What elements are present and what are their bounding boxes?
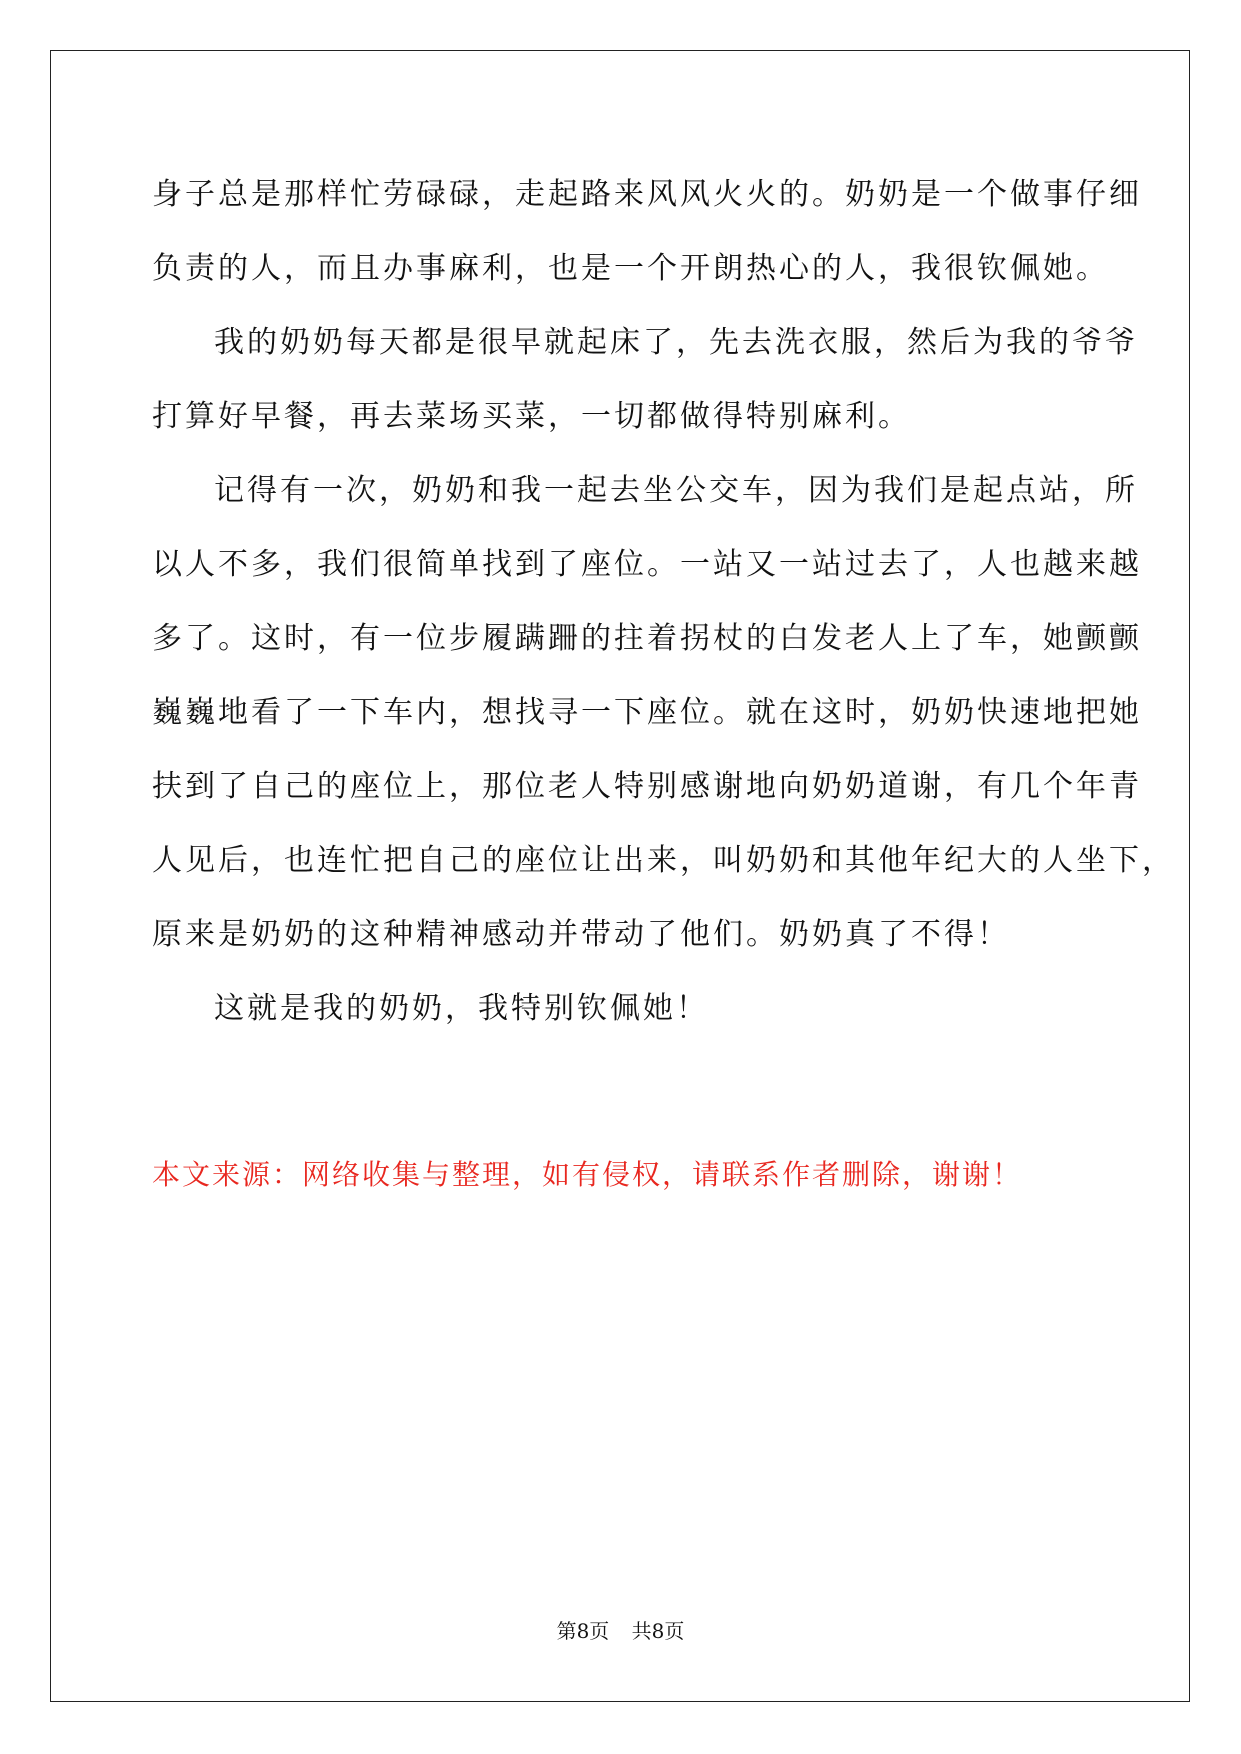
text-line: 多了。这时，有一位步履蹒跚的拄着拐杖的白发老人上了车，她颤颤: [152, 621, 1142, 656]
text-line: 原来是奶奶的这种精神感动并带动了他们。奶奶真了不得！: [152, 917, 1010, 952]
page-number-total: 共8页: [631, 1619, 685, 1643]
text-line: 以人不多，我们很简单找到了座位。一站又一站过去了，人也越来越: [152, 547, 1142, 582]
document-body: [152, 158, 1175, 1212]
source-note: 本文来源：网络收集与整理，如有侵权，请联系作者删除，谢谢！: [152, 1158, 1023, 1191]
text-line: 我的奶奶每天都是很早就起床了，先去洗衣服，然后为我的爷爷: [214, 325, 1138, 360]
page-footer: [0, 1615, 1241, 1644]
text-line: 扶到了自己的座位上，那位老人特别感谢地向奶奶道谢，有几个年青: [152, 769, 1142, 804]
text-line: 巍巍地看了一下车内，想找寻一下座位。就在这时，奶奶快速地把她: [152, 695, 1142, 730]
text-line: 人见后，也连忙把自己的座位让出来，叫奶奶和其他年纪大的人坐下，: [152, 843, 1175, 878]
text-line: 打算好早餐，再去菜场买菜，一切都做得特别麻利。: [152, 399, 911, 434]
text-line: 这就是我的奶奶，我特别钦佩她！: [214, 991, 709, 1026]
text-line: 身子总是那样忙劳碌碌，走起路来风风火火的。奶奶是一个做事仔细: [152, 177, 1142, 212]
page-number-current: 第8页: [556, 1619, 610, 1643]
spacer: [152, 1046, 1112, 1138]
text-line: 负责的人，而且办事麻利，也是一个开朗热心的人，我很钦佩她。: [152, 251, 1109, 286]
text-line: 记得有一次，奶奶和我一起去坐公交车，因为我们是起点站，所: [214, 473, 1138, 508]
